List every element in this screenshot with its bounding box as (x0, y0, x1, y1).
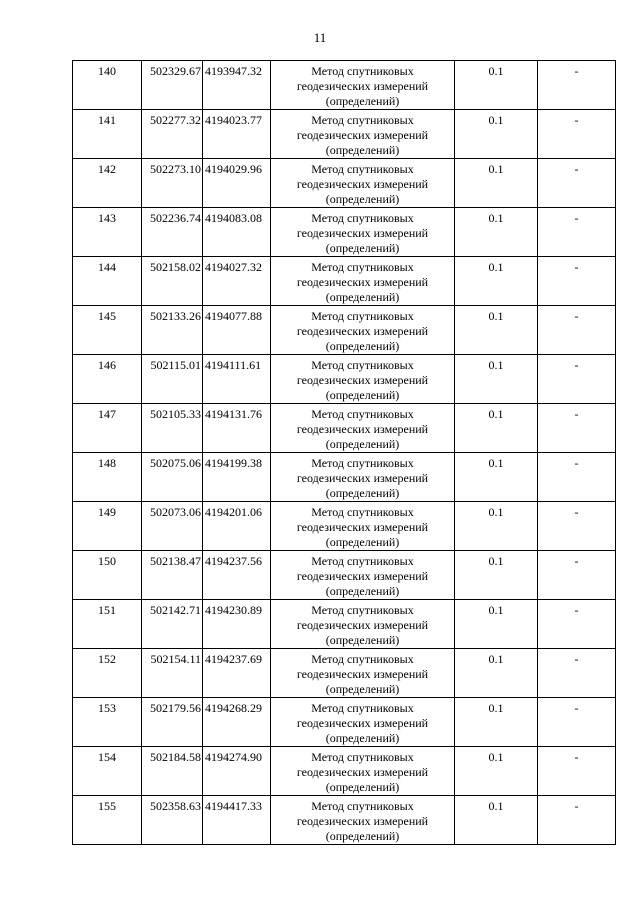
method-line: Метод спутниковых (311, 407, 414, 421)
method-line: геодезических измерений (296, 716, 429, 730)
point-number-cell: 145 (73, 306, 142, 355)
method-line: геодезических измерений (296, 765, 429, 779)
method-line: Метод спутниковых (311, 505, 414, 519)
y-coordinate-cell: 4194029.96 (203, 159, 271, 208)
table-row (73, 796, 616, 845)
dash-cell: - (538, 796, 616, 845)
point-number-cell: 154 (73, 747, 142, 796)
dash-cell: - (538, 453, 616, 502)
method-cell (271, 796, 455, 845)
x-coordinate-cell: 502154.11 (142, 649, 203, 698)
accuracy-cell: 0.1 (455, 600, 538, 649)
x-coordinate-cell: 502329.67 (142, 61, 203, 110)
y-coordinate-cell: 4194230.89 (203, 600, 271, 649)
table-row (73, 649, 616, 698)
point-number-cell: 148 (73, 453, 142, 502)
x-coordinate-cell: 502277.32 (142, 110, 203, 159)
table-row (73, 110, 616, 159)
method-line: (определений) (325, 535, 400, 549)
y-coordinate-cell: 4194237.69 (203, 649, 271, 698)
x-coordinate-cell: 502073.06 (142, 502, 203, 551)
table-row (73, 159, 616, 208)
x-coordinate-cell: 502158.02 (142, 257, 203, 306)
method-line: Метод спутниковых (311, 799, 414, 813)
accuracy-cell: 0.1 (455, 502, 538, 551)
x-coordinate-cell: 502273.10 (142, 159, 203, 208)
method-cell (271, 747, 455, 796)
method-line: геодезических измерений (296, 128, 429, 142)
accuracy-cell: 0.1 (455, 796, 538, 845)
dash-cell: - (538, 698, 616, 747)
dash-cell: - (538, 747, 616, 796)
dash-cell: - (538, 257, 616, 306)
point-number-cell: 152 (73, 649, 142, 698)
dash-cell: - (538, 551, 616, 600)
method-line: Метод спутниковых (311, 750, 414, 764)
dash-cell: - (538, 110, 616, 159)
table-row (73, 698, 616, 747)
method-line: геодезических измерений (296, 520, 429, 534)
method-cell (271, 355, 455, 404)
method-line: (определений) (325, 290, 400, 304)
method-cell (271, 600, 455, 649)
point-number-cell: 142 (73, 159, 142, 208)
x-coordinate-cell: 502179.56 (142, 698, 203, 747)
y-coordinate-cell: 4194023.77 (203, 110, 271, 159)
method-line: (определений) (325, 486, 400, 500)
method-line: (определений) (325, 94, 400, 108)
method-line: Метод спутниковых (311, 113, 414, 127)
method-line: Метод спутниковых (311, 309, 414, 323)
method-line: (определений) (325, 339, 400, 353)
method-line: (определений) (325, 241, 400, 255)
dash-cell: - (538, 208, 616, 257)
accuracy-cell: 0.1 (455, 453, 538, 502)
table-row (73, 551, 616, 600)
method-line: (определений) (325, 388, 400, 402)
dash-cell: - (538, 404, 616, 453)
method-line: Метод спутниковых (311, 260, 414, 274)
method-line: Метод спутниковых (311, 64, 414, 78)
dash-cell: - (538, 355, 616, 404)
accuracy-cell: 0.1 (455, 306, 538, 355)
accuracy-cell: 0.1 (455, 747, 538, 796)
table-row (73, 404, 616, 453)
accuracy-cell: 0.1 (455, 698, 538, 747)
y-coordinate-cell: 4194237.56 (203, 551, 271, 600)
point-number-cell: 144 (73, 257, 142, 306)
method-line: Метод спутниковых (311, 162, 414, 176)
x-coordinate-cell: 502142.71 (142, 600, 203, 649)
method-line: геодезических измерений (296, 275, 429, 289)
method-line: (определений) (325, 192, 400, 206)
table-row (73, 208, 616, 257)
accuracy-cell: 0.1 (455, 404, 538, 453)
y-coordinate-cell: 4194199.38 (203, 453, 271, 502)
table-row (73, 355, 616, 404)
y-coordinate-cell: 4194201.06 (203, 502, 271, 551)
method-line: геодезических измерений (296, 618, 429, 632)
method-line: Метод спутниковых (311, 603, 414, 617)
method-line: (определений) (325, 682, 400, 696)
method-line: геодезических измерений (296, 373, 429, 387)
dash-cell: - (538, 649, 616, 698)
point-number-cell: 143 (73, 208, 142, 257)
method-line: геодезических измерений (296, 79, 429, 93)
table-row (73, 502, 616, 551)
method-line: Метод спутниковых (311, 456, 414, 470)
point-number-cell: 155 (73, 796, 142, 845)
method-line: Метод спутниковых (311, 211, 414, 225)
dash-cell: - (538, 159, 616, 208)
accuracy-cell: 0.1 (455, 110, 538, 159)
point-number-cell: 147 (73, 404, 142, 453)
table-row (73, 600, 616, 649)
y-coordinate-cell: 4194417.33 (203, 796, 271, 845)
method-cell (271, 159, 455, 208)
method-line: геодезических измерений (296, 667, 429, 681)
y-coordinate-cell: 4194268.29 (203, 698, 271, 747)
method-line: Метод спутниковых (311, 652, 414, 666)
y-coordinate-cell: 4194077.88 (203, 306, 271, 355)
page-number: 11 (313, 30, 327, 45)
dash-cell: - (538, 600, 616, 649)
x-coordinate-cell: 502075.06 (142, 453, 203, 502)
x-coordinate-cell: 502358.63 (142, 796, 203, 845)
y-coordinate-cell: 4193947.32 (203, 61, 271, 110)
point-number-cell: 141 (73, 110, 142, 159)
point-number-cell: 153 (73, 698, 142, 747)
accuracy-cell: 0.1 (455, 355, 538, 404)
point-number-cell: 151 (73, 600, 142, 649)
method-line: геодезических измерений (296, 471, 429, 485)
point-number-cell: 146 (73, 355, 142, 404)
y-coordinate-cell: 4194111.61 (203, 355, 271, 404)
accuracy-cell: 0.1 (455, 257, 538, 306)
method-line: Метод спутниковых (311, 701, 414, 715)
point-number-cell: 149 (73, 502, 142, 551)
x-coordinate-cell: 502105.33 (142, 404, 203, 453)
method-cell (271, 257, 455, 306)
method-cell (271, 453, 455, 502)
table-row (73, 257, 616, 306)
table-row (73, 453, 616, 502)
table-row (73, 61, 616, 110)
x-coordinate-cell: 502184.58 (142, 747, 203, 796)
accuracy-cell: 0.1 (455, 159, 538, 208)
method-line: геодезических измерений (296, 177, 429, 191)
method-cell (271, 649, 455, 698)
method-line: (определений) (325, 633, 400, 647)
accuracy-cell: 0.1 (455, 208, 538, 257)
dash-cell: - (538, 61, 616, 110)
method-line: геодезических измерений (296, 569, 429, 583)
accuracy-cell: 0.1 (455, 61, 538, 110)
method-cell (271, 551, 455, 600)
method-cell (271, 208, 455, 257)
method-cell (271, 698, 455, 747)
y-coordinate-cell: 4194274.90 (203, 747, 271, 796)
method-line: Метод спутниковых (311, 358, 414, 372)
coordinates-table-body (73, 61, 616, 845)
method-line: геодезических измерений (296, 422, 429, 436)
method-line: геодезических измерений (296, 226, 429, 240)
x-coordinate-cell: 502133.26 (142, 306, 203, 355)
method-line: (определений) (325, 731, 400, 745)
table-row (73, 306, 616, 355)
method-line: (определений) (325, 780, 400, 794)
method-line: геодезических измерений (296, 814, 429, 828)
coordinates-table (72, 60, 616, 845)
method-line: (определений) (325, 584, 400, 598)
x-coordinate-cell: 502236.74 (142, 208, 203, 257)
dash-cell: - (538, 502, 616, 551)
dash-cell: - (538, 306, 616, 355)
method-cell (271, 502, 455, 551)
method-cell (271, 404, 455, 453)
method-line: геодезических измерений (296, 324, 429, 338)
method-line: (определений) (325, 143, 400, 157)
method-line: (определений) (325, 829, 400, 843)
method-line: Метод спутниковых (311, 554, 414, 568)
method-line: (определений) (325, 437, 400, 451)
accuracy-cell: 0.1 (455, 649, 538, 698)
table-row (73, 747, 616, 796)
method-cell (271, 61, 455, 110)
y-coordinate-cell: 4194027.32 (203, 257, 271, 306)
y-coordinate-cell: 4194083.08 (203, 208, 271, 257)
x-coordinate-cell: 502138.47 (142, 551, 203, 600)
point-number-cell: 150 (73, 551, 142, 600)
y-coordinate-cell: 4194131.76 (203, 404, 271, 453)
method-cell (271, 110, 455, 159)
x-coordinate-cell: 502115.01 (142, 355, 203, 404)
point-number-cell: 140 (73, 61, 142, 110)
accuracy-cell: 0.1 (455, 551, 538, 600)
method-cell (271, 306, 455, 355)
